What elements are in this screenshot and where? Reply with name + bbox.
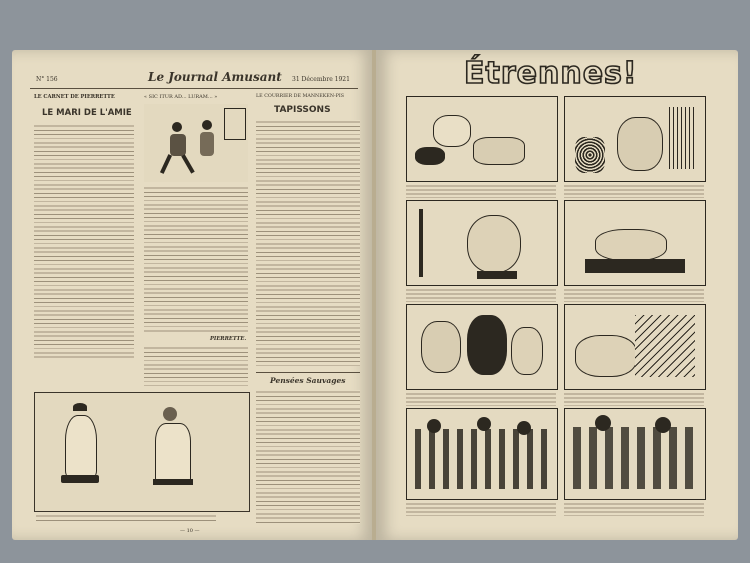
comic-panel-1 [406,96,558,182]
headline-tapissons: TAPISSONS [274,105,331,115]
comic-panel-7 [406,408,558,500]
journal-title: Le Journal Amusant [148,70,282,84]
article-text-col1 [34,124,134,360]
comic-title: Étrennes! [464,56,638,91]
caption-7 [406,502,556,516]
headline-pensees: Pensées Sauvages [270,376,346,385]
page-folio: — 10 — [180,528,200,534]
caption-3 [406,288,556,302]
fashion-illustration [34,392,250,512]
issue-date: 31 Décembre 1921 [292,76,350,83]
signature-pierrette: PIERRETTE. [210,336,247,342]
issue-number: N° 156 [36,76,58,83]
comic-panel-6 [564,304,706,390]
dialogue-text [144,346,248,386]
caption-5 [406,392,556,406]
caption-4 [564,288,704,302]
caption-6 [564,392,704,406]
comic-panel-2 [564,96,706,182]
magazine-spread [12,50,738,540]
sketch-illustration [144,104,248,182]
caption-8 [564,502,704,516]
comic-panel-5 [406,304,558,390]
divider [256,372,360,373]
masthead [30,66,358,89]
article-text-col2 [144,186,248,332]
caption-2 [564,184,704,198]
article-text-col3 [256,120,360,366]
illustration-caption [36,514,216,524]
headline-mari: LE MARI DE L'AMIE [42,108,132,118]
section-carnet: LE CARNET DE PIERRETTE [34,94,115,100]
section-sic-itur: « SIC ITUR AD... LURAM... » [144,94,218,100]
right-page [376,50,738,540]
comic-panel-8 [564,408,706,500]
comic-panel-4 [564,200,706,286]
caption-1 [406,184,556,198]
section-courrier: LE COURRIER DE MANNEKEN-PIS [256,94,345,99]
article-text-pensees [256,390,360,524]
left-page [12,50,374,540]
comic-panel-3 [406,200,558,286]
